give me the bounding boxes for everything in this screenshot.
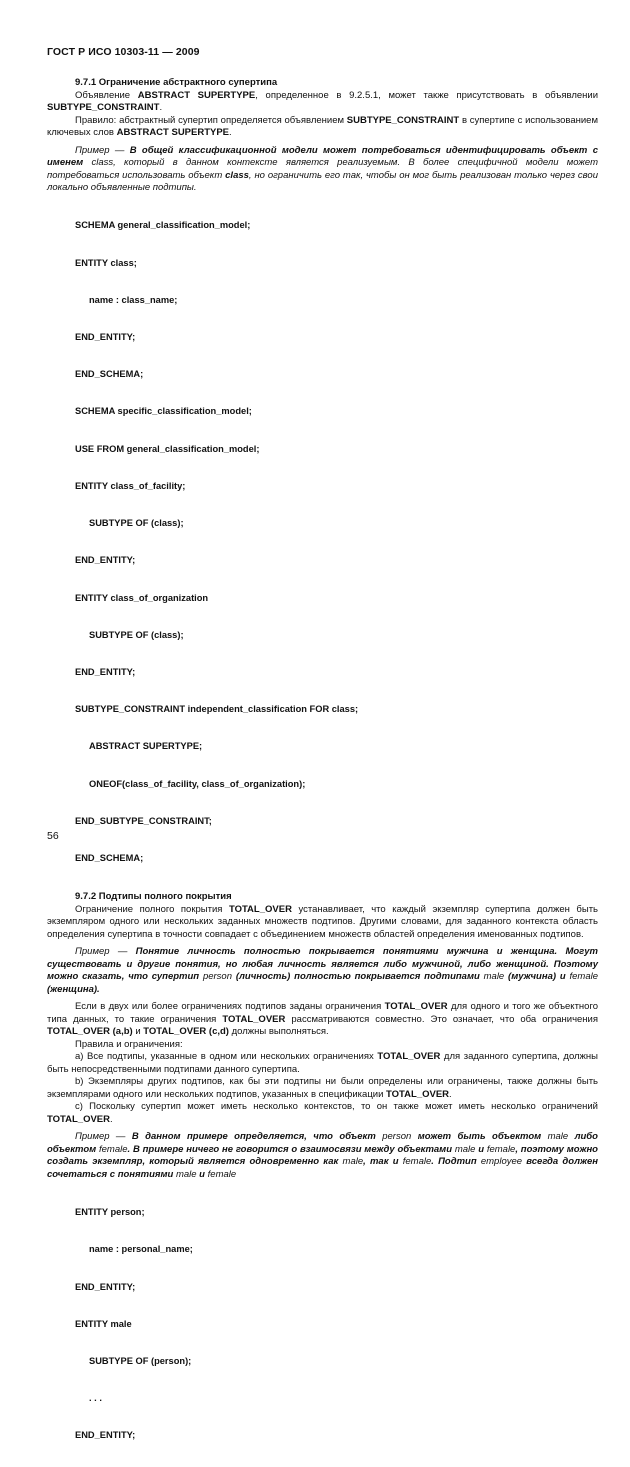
code-line: SUBTYPE OF (class); xyxy=(89,518,184,529)
rule-b: b) Экземпляры других подтипов, как бы эти подтипы ни были определены или ограничены, также должны быть экземплярами одного или нескольких подтипов, указанных в спецификации TOTAL_OVER. xyxy=(47,1076,598,1100)
code-line: END_ENTITY; xyxy=(75,1281,136,1292)
paragraph: Если в двух или более ограничениях подтипов заданы ограничения TOTAL_OVER для одного и того же объектного типа данных, то такие ограничения TOTAL_OVER рассматриваются совместно. Это означает, что оба ограничения TOTAL_OVER (a,b) и TOTAL_OVER (c,d) должны выполняться. xyxy=(47,1001,599,1038)
code-line: USE FROM general_classification_model; xyxy=(75,443,260,454)
example-note: Пример — Понятие личность полностью покрывается понятиями мужчина и женщина. Могут существовать и другие понятия, но любая личность является либо мужчиной, либо женщиной. Поэтому можно сказать, что супертип person (личность) полностью покрывается подтипами male (мужчина) и female (женщина). xyxy=(47,946,598,995)
code-line: ABSTRACT SUPERTYPE; xyxy=(89,741,203,752)
code-line: SUBTYPE OF (class); xyxy=(89,629,184,640)
section-heading-9-7-1: 9.7.1 Ограничение абстрактного супертипа xyxy=(75,77,278,88)
paragraph: Объявление ABSTRACT SUPERTYPE, определенное в 9.2.5.1, может также присутствовать в объявлении SUBTYPE_CONSTRAINT. xyxy=(47,89,598,113)
code-line: END_ENTITY; xyxy=(75,555,136,566)
code-line: END_SCHEMA; xyxy=(75,853,144,864)
code-line: END_SCHEMA; xyxy=(75,369,144,380)
code-line: ENTITY male xyxy=(75,1318,132,1329)
code-line: SCHEMA specific_classification_model; xyxy=(75,406,252,417)
page-header: ГОСТ Р ИСО 10303-11 — 2009 xyxy=(47,46,200,58)
code-line: name : personal_name; xyxy=(89,1244,193,1255)
paragraph: Ограничение полного покрытия TOTAL_OVER устанавливает, что каждый экземпляр супертипа должен быть экземпляром одного или нескольких заданных множеств подтипов. Другими словами, для заданного контекста область определения супертипа в точности совпадает с объединением множеств областей определения именованных подтипов. xyxy=(47,903,598,940)
code-line: . . . xyxy=(89,1393,102,1404)
code-line: ENTITY class_of_organization xyxy=(75,592,209,603)
code-line: END_ENTITY; xyxy=(75,1430,136,1441)
paragraph: Правило: абстрактный супертип определяется объявлением SUBTYPE_CONSTRAINT в супертипе с использованием ключевых слов ABSTRACT SUPERTYPE. xyxy=(47,114,598,138)
rules-intro: Правила и ограничения: xyxy=(75,1038,183,1050)
code-line: ONEOF(class_of_facility, class_of_organization); xyxy=(89,778,306,789)
code-line: SCHEMA general_classification_model; xyxy=(75,220,251,231)
example-note: Пример — В общей классификационной модели может потребоваться идентифицировать объект с именем class, который в данном контексте является реализуемым. В более специфичной модели может потребоваться использовать объект class, но ограничить его так, чтобы он мог быть реализован только через свои локально объявленные подтипы. xyxy=(47,144,598,193)
code-line: END_ENTITY; xyxy=(75,666,136,677)
code-line: ENTITY class_of_facility; xyxy=(75,480,186,491)
code-line: SUBTYPE OF (person); xyxy=(89,1355,192,1366)
code-line: END_ENTITY; xyxy=(75,331,136,342)
rule-a: a) Все подтипы, указанные в одном или нескольких ограничениях TOTAL_OVER для заданного супертипа, должны быть непосредственными подтипами данного супертипа. xyxy=(47,1051,598,1075)
code-line: ENTITY class; xyxy=(75,257,137,268)
section-heading-9-7-2: 9.7.2 Подтипы полного покрытия xyxy=(75,891,232,903)
code-line: name : class_name; xyxy=(89,294,178,305)
code-line: END_SUBTYPE_CONSTRAINT; xyxy=(75,815,212,826)
page-number: 56 xyxy=(47,830,59,842)
example-note: Пример — В данном примере определяется, что объект person может быть объектом male либо объектом female. В примере ничего не говорится о взаимосвязи между объектами male и female, поэтому можно создать экземпляр, который является одновременно как male, так и female. Подтип employee всегда должен сочетаться с понятиями male и female xyxy=(47,1131,598,1180)
code-block xyxy=(47,195,598,890)
rule-c: c) Поскольку супертип может иметь несколько контекстов, то он также может иметь несколько ограничений TOTAL_OVER. xyxy=(47,1101,598,1125)
code-line: SUBTYPE_CONSTRAINT independent_classification FOR class; xyxy=(75,704,359,715)
code-block xyxy=(47,1181,598,1466)
code-line: ENTITY person; xyxy=(75,1207,145,1218)
